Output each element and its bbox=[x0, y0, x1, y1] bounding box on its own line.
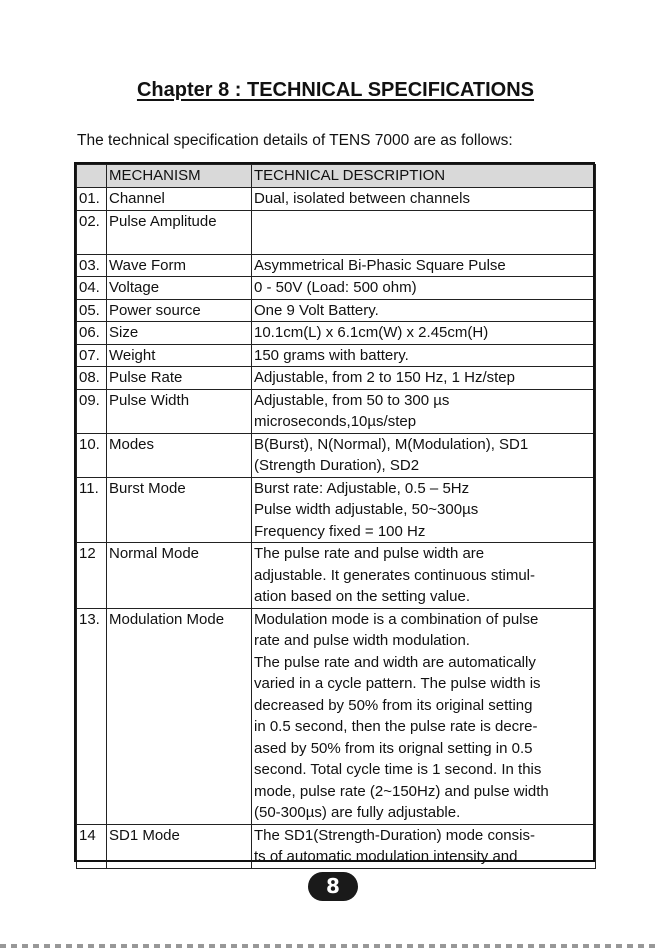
row-mechanism: Size bbox=[107, 322, 252, 345]
description-line: 0 - 50V (Load: 500 ohm) bbox=[254, 279, 417, 296]
chapter-title: Chapter 8 : TECHNICAL SPECIFICATIONS bbox=[136, 79, 535, 101]
row-mechanism: Pulse Width bbox=[107, 389, 252, 433]
description-line: B(Burst), N(Normal), M(Modulation), SD1 bbox=[254, 435, 529, 453]
table-row bbox=[77, 608, 596, 824]
table-row bbox=[77, 389, 596, 433]
row-description bbox=[252, 210, 596, 254]
row-number: 06. bbox=[77, 322, 107, 345]
page-number-badge: 8 bbox=[308, 872, 358, 901]
row-mechanism: Voltage bbox=[107, 277, 252, 300]
row-description bbox=[252, 824, 596, 868]
description-line: ation based on the setting value. bbox=[254, 588, 470, 605]
spec-table bbox=[76, 164, 596, 869]
description-line: One 9 Volt Battery. bbox=[254, 301, 379, 319]
table-row bbox=[77, 367, 596, 390]
description-line: decreased by 50% from its original setting bbox=[254, 696, 533, 714]
row-mechanism: SD1 Mode bbox=[107, 824, 252, 868]
description-line: Frequency fixed = 100 Hz bbox=[254, 522, 426, 540]
description-line: Dual, isolated between channels bbox=[254, 190, 470, 207]
description-line: second. Total cycle time is 1 second. In this bbox=[254, 761, 542, 778]
row-number: 13. bbox=[77, 608, 107, 824]
row-mechanism: Pulse Amplitude bbox=[107, 210, 252, 254]
table-row bbox=[77, 210, 596, 254]
row-number: 08. bbox=[77, 367, 107, 390]
row-description bbox=[252, 254, 596, 277]
intro-text: The technical specification details of TENS 7000 are as follows: bbox=[77, 132, 513, 149]
row-description bbox=[252, 367, 596, 390]
description-line: (Strength Duration), SD2 bbox=[254, 457, 420, 474]
header-mechanism: MECHANISM bbox=[107, 165, 252, 188]
description-line: ts of automatic modulation intensity and bbox=[254, 848, 518, 865]
table-row bbox=[77, 188, 596, 211]
description-line: The pulse rate and pulse width are bbox=[254, 545, 485, 562]
description-line: (50-300µs) are fully adjustable. bbox=[254, 804, 461, 821]
scan-edge-marks bbox=[0, 944, 657, 948]
row-mechanism: Weight bbox=[107, 344, 252, 367]
table-row bbox=[77, 299, 596, 322]
row-number: 04. bbox=[77, 277, 107, 300]
row-number: 12 bbox=[77, 543, 107, 609]
description-line: mode, pulse rate (2~150Hz) and pulse width bbox=[254, 782, 549, 800]
row-description bbox=[252, 608, 596, 824]
table-row bbox=[77, 477, 596, 543]
row-description bbox=[252, 277, 596, 300]
header-description: TECHNICAL DESCRIPTION bbox=[252, 165, 596, 188]
description-line: adjustable. It generates continuous stimul- bbox=[254, 566, 535, 584]
row-mechanism: Modulation Mode bbox=[107, 608, 252, 824]
row-mechanism: Burst Mode bbox=[107, 477, 252, 543]
row-number: 03. bbox=[77, 254, 107, 277]
description-line: Burst rate: Adjustable, 0.5 – 5Hz bbox=[254, 479, 470, 497]
row-number: 09. bbox=[77, 389, 107, 433]
description-line: in 0.5 second, then the pulse rate is decre- bbox=[254, 718, 538, 735]
description-line: varied in a cycle pattern. The pulse width is bbox=[254, 675, 541, 692]
description-line bbox=[254, 211, 593, 233]
description-line: 150 grams with battery. bbox=[254, 346, 409, 364]
spec-table-header bbox=[77, 165, 596, 188]
header-num bbox=[77, 165, 107, 188]
description-line: Modulation mode is a combination of pulse bbox=[254, 610, 539, 628]
row-number: 10. bbox=[77, 433, 107, 477]
table-row bbox=[77, 254, 596, 277]
row-description bbox=[252, 543, 596, 609]
row-mechanism: Pulse Rate bbox=[107, 367, 252, 390]
description-line: 10.1cm(L) x 6.1cm(W) x 2.45cm(H) bbox=[254, 324, 489, 341]
description-line: The pulse rate and width are automatically bbox=[254, 653, 536, 671]
table-row bbox=[77, 322, 596, 345]
row-description bbox=[252, 322, 596, 345]
table-row bbox=[77, 344, 596, 367]
row-mechanism: Normal Mode bbox=[107, 543, 252, 609]
row-mechanism: Power source bbox=[107, 299, 252, 322]
row-number: 11. bbox=[77, 477, 107, 543]
row-number: 01. bbox=[77, 188, 107, 211]
table-row bbox=[77, 433, 596, 477]
row-description bbox=[252, 344, 596, 367]
row-description bbox=[252, 299, 596, 322]
description-line: Adjustable, from 50 to 300 µs bbox=[254, 391, 450, 409]
description-line: rate and pulse width modulation. bbox=[254, 632, 470, 649]
row-mechanism: Channel bbox=[107, 188, 252, 211]
row-description bbox=[252, 433, 596, 477]
row-number: 14 bbox=[77, 824, 107, 868]
description-line: microseconds,10µs/step bbox=[254, 413, 417, 430]
row-number: 05. bbox=[77, 299, 107, 322]
description-line: ased by 50% from its orignal setting in 0.5 bbox=[254, 739, 533, 757]
table-row bbox=[77, 543, 596, 609]
row-number: 07. bbox=[77, 344, 107, 367]
table-row bbox=[77, 277, 596, 300]
row-description bbox=[252, 389, 596, 433]
description-line bbox=[254, 232, 593, 254]
row-description bbox=[252, 477, 596, 543]
row-description bbox=[252, 188, 596, 211]
table-row bbox=[77, 824, 596, 868]
description-line: Asymmetrical Bi-Phasic Square Pulse bbox=[254, 256, 506, 274]
row-mechanism: Modes bbox=[107, 433, 252, 477]
row-mechanism: Wave Form bbox=[107, 254, 252, 277]
description-line: The SD1(Strength-Duration) mode consis- bbox=[254, 826, 535, 844]
row-number: 02. bbox=[77, 210, 107, 254]
description-line: Adjustable, from 2 to 150 Hz, 1 Hz/step bbox=[254, 369, 515, 386]
spec-table-body bbox=[77, 188, 596, 869]
description-line: Pulse width adjustable, 50~300µs bbox=[254, 501, 479, 518]
